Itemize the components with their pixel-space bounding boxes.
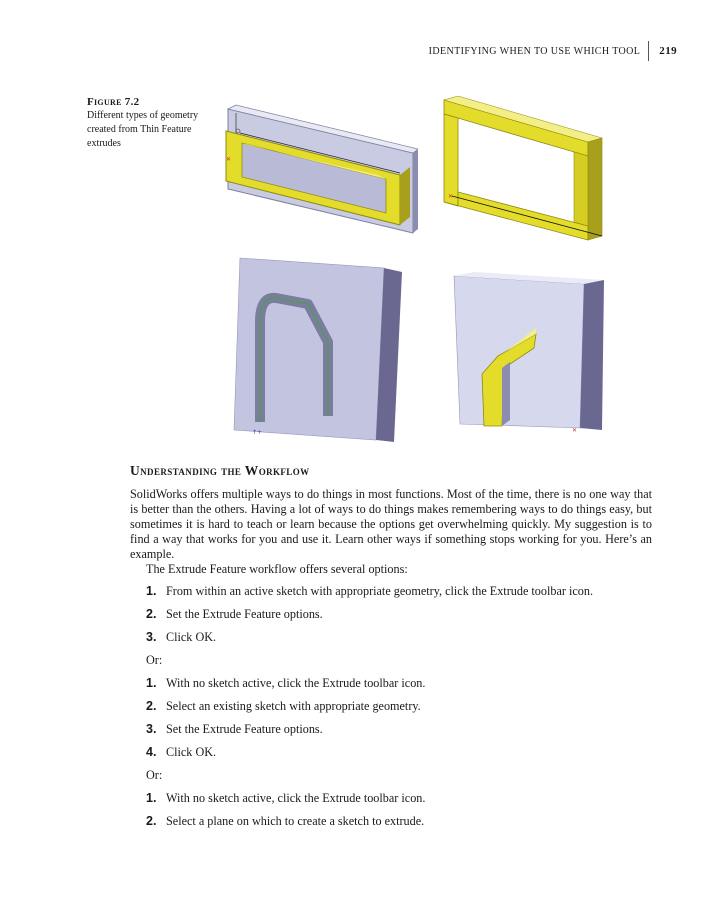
thin-feature-panel-3 bbox=[228, 256, 408, 446]
list-item: 1. With no sketch active, click the Extrude toolbar icon. bbox=[146, 791, 426, 805]
workflow-list-2 bbox=[130, 676, 652, 760]
list-item: 2. Select a plane on which to create a sketch to extrude. bbox=[146, 814, 425, 828]
list-item: 3. Click OK. bbox=[146, 630, 217, 644]
running-title: IDENTIFYING WHEN TO USE WHICH TOOL bbox=[428, 45, 641, 57]
svg-text:✕: ✕ bbox=[448, 193, 454, 200]
thin-feature-panel-1 bbox=[218, 103, 418, 238]
figure-7-2 bbox=[208, 88, 628, 458]
list-item: 2. Select an existing sketch with appropriate geometry. bbox=[146, 699, 421, 713]
figure-label: Figure 7.2 bbox=[87, 96, 140, 108]
svg-text:✕: ✕ bbox=[572, 427, 578, 434]
svg-text:↑+: ↑+ bbox=[252, 429, 263, 436]
list-item: 1. From within an active sketch with appropriate geometry, click the Extrude toolbar icon. bbox=[146, 584, 593, 598]
list-item: 3. Set the Extrude Feature options. bbox=[146, 722, 323, 736]
thin-feature-panel-2 bbox=[438, 96, 618, 246]
figure-caption-text: Different types of geometry created from Thin Feature extrudes bbox=[87, 110, 199, 149]
thin-feature-panel-4 bbox=[444, 264, 624, 434]
or-separator: Or: bbox=[146, 768, 163, 782]
running-header bbox=[429, 40, 677, 62]
list-item: 1. With no sketch active, click the Extrude toolbar icon. bbox=[146, 676, 426, 690]
page-number: 219 bbox=[659, 45, 677, 57]
svg-text:✕: ✕ bbox=[226, 156, 232, 163]
header-divider bbox=[648, 41, 649, 61]
section-body bbox=[130, 463, 652, 837]
list-item: 4. Click OK. bbox=[146, 745, 217, 759]
workflow-list-3 bbox=[130, 791, 652, 829]
section-heading: Understanding the Workflow bbox=[130, 463, 310, 478]
options-paragraph: The Extrude Feature workflow offers several options: bbox=[146, 562, 408, 576]
intro-paragraph: SolidWorks offers multiple ways to do things in most functions. Most of the time, there is no one way that is better than the others. Having a lot of ways to do things makes remembering ways to do things easy, but sometimes it is hard to teach or learn because the options get overwhelming quickly. My suggestion is to find a way that works for you and use it. Learn other ways if something stops working for you. Here’s an example. bbox=[130, 487, 652, 561]
workflow-list-1 bbox=[130, 584, 652, 645]
figure-caption bbox=[87, 95, 207, 151]
list-item: 2. Set the Extrude Feature options. bbox=[146, 607, 323, 621]
or-separator: Or: bbox=[146, 653, 163, 667]
